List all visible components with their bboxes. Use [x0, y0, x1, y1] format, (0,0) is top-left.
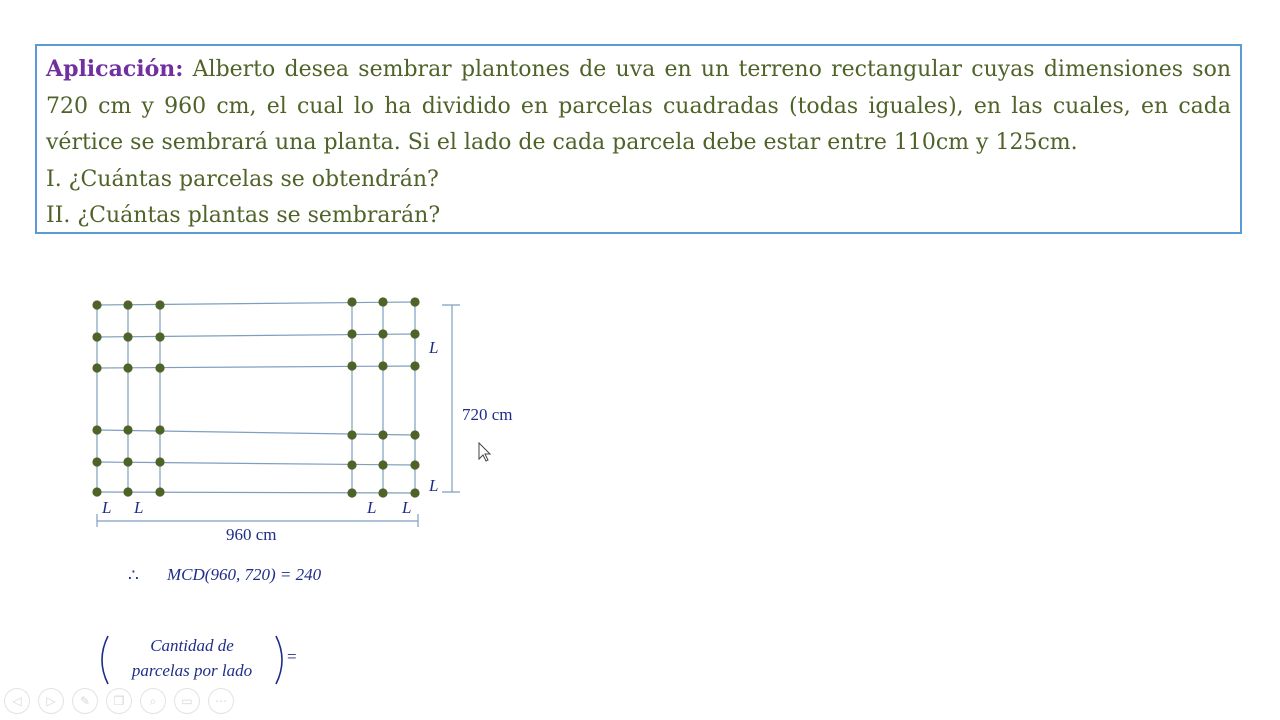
plant-dot [92, 457, 101, 466]
grid-row-line [97, 366, 415, 368]
grid-lines [97, 302, 415, 493]
grid-row-line [97, 302, 415, 305]
plant-dot [155, 300, 164, 309]
count-line-1: Cantidad de [150, 636, 234, 655]
plant-dots [92, 297, 419, 497]
count-line-2: parcelas por lado [131, 661, 253, 680]
count-equals: = [287, 647, 297, 666]
prev-icon[interactable]: ◁ [4, 688, 30, 714]
mouse-cursor-icon [479, 443, 490, 461]
dimension-lines [97, 305, 460, 527]
count-expression [102, 636, 297, 684]
plant-dot [123, 332, 132, 341]
plant-dot [410, 297, 419, 306]
plant-dot [92, 332, 101, 341]
plant-dot [410, 430, 419, 439]
plant-dot [410, 488, 419, 497]
plant-dot [123, 425, 132, 434]
plant-dot [347, 430, 356, 439]
plant-dot [123, 363, 132, 372]
next-icon[interactable]: ▷ [38, 688, 64, 714]
grid-row-line [97, 334, 415, 337]
plant-dot [378, 460, 387, 469]
mcd-expression: MCD(960, 720) = 240 [167, 565, 322, 584]
more-icon[interactable]: ⋯ [208, 688, 234, 714]
side-label-bottom-3: L [367, 498, 377, 517]
side-label-bottom-1: L [102, 498, 112, 517]
plant-dot [347, 329, 356, 338]
plant-dot [410, 460, 419, 469]
problem-line-2: 720 cm y 960 cm, el cual lo ha dividido en parcelas cuadradas (todas iguales), en las cuales, en cada [46, 93, 1231, 119]
pages-icon[interactable]: ❐ [106, 688, 132, 714]
slide-toolbar [4, 688, 234, 716]
plant-dot [92, 425, 101, 434]
question-2: II. ¿Cuántas plantas se sembrarán? [46, 203, 441, 229]
question-1: I. ¿Cuántas parcelas se obtendrán? [46, 166, 439, 192]
side-label-right-top: L [429, 338, 439, 357]
plant-dot [347, 297, 356, 306]
grid-row-line [97, 492, 415, 493]
zoom-icon[interactable]: ⌕ [140, 688, 166, 714]
height-label: 720 cm [462, 405, 513, 424]
plant-dot [155, 457, 164, 466]
plant-dot [155, 363, 164, 372]
side-label-right-bottom: L [429, 476, 439, 495]
problem-text-1: Alberto desea sembrar plantones de uva en un terreno rectangular cuyas dimensiones son [192, 57, 1231, 82]
screen-icon[interactable]: ▭ [174, 688, 200, 714]
plant-dot [347, 361, 356, 370]
plant-dot [155, 332, 164, 341]
problem-line-3: vértice se sembrará una planta. Si el lado de cada parcela debe estar entre 110cm y 125cm. [46, 130, 1078, 156]
pen-icon[interactable]: ✎ [72, 688, 98, 714]
plant-dot [347, 460, 356, 469]
width-label: 960 cm [226, 525, 277, 544]
plant-dot [410, 361, 419, 370]
side-label-bottom-2: L [134, 498, 144, 517]
plant-dot [378, 329, 387, 338]
plant-dot [123, 457, 132, 466]
plant-dot [123, 487, 132, 496]
plant-dot [378, 488, 387, 497]
plant-dot [155, 425, 164, 434]
plant-dot [410, 329, 419, 338]
mcd-equation [128, 565, 322, 585]
plant-dot [123, 300, 132, 309]
therefore-symbol: ∴ [128, 566, 139, 585]
side-label-bottom-4: L [402, 498, 412, 517]
plant-dot [155, 487, 164, 496]
plant-dot [92, 363, 101, 372]
plant-dot [347, 488, 356, 497]
problem-keyword: Aplicación: [46, 56, 184, 82]
plant-dot [92, 487, 101, 496]
grid-row-line [97, 462, 415, 465]
right-paren [276, 636, 282, 684]
grid-row-line [97, 430, 415, 435]
plant-dot [378, 361, 387, 370]
plant-dot [378, 430, 387, 439]
plant-dot [92, 300, 101, 309]
left-paren [102, 636, 108, 684]
plant-dot [378, 297, 387, 306]
